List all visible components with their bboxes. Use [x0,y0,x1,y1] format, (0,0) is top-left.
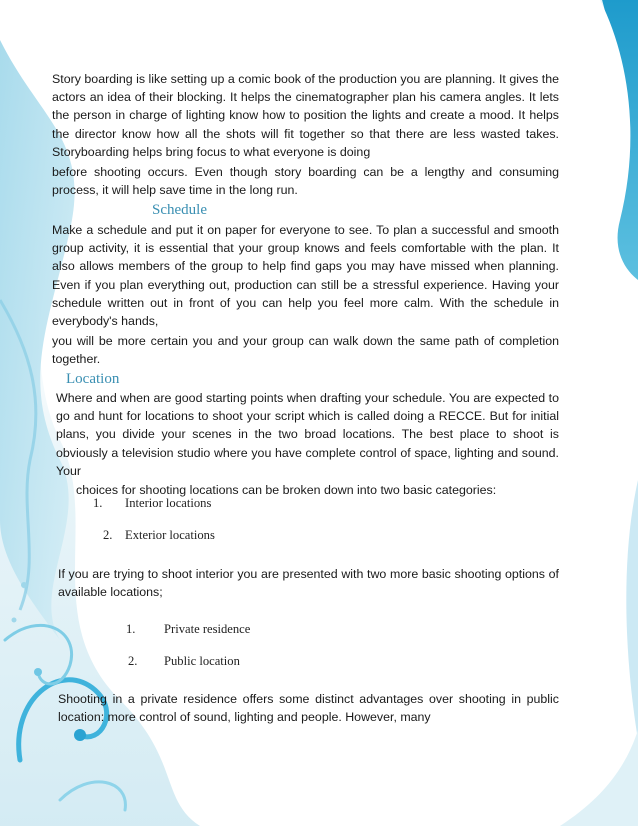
location-paragraph-2: choices for shooting locations can be broken down into two basic categories: [76,483,497,497]
schedule-paragraph-2: you will be more certain you and your group can walk down the same path of completion together. [52,334,559,367]
category-item-2 [103,528,215,543]
option-item-2 [128,654,240,669]
option-item-1 [126,622,250,637]
storyboard-paragraph-1: Story boarding is like setting up a comic book of the production you are planning. It gives the actors an idea of their blocking. It helps the cinematographer plan his camera angles. It lets the person in charge of lighting know how to position the lights and create a mood. It helps the director know how all the shots will fit together so that there are less wasted takes. Storyboarding helps bring focus to what everyone is doing [52,72,559,159]
schedule-heading: Schedule [152,202,207,218]
location-paragraph-1: Where and when are good starting points when drafting your schedule. You are expected to go and hunt for locations to shoot your script which is called doing a RECCE. But for initial plans, you divide your scenes in the two broad locations. The best place to shoot is obviously a television studio where you have complete control of space, lighting and sound. Your [56,391,559,478]
option-item-label: Private residence [164,622,251,636]
category-item-number: 2. [103,528,113,542]
option-item-label: Public location [164,654,240,668]
category-item-1 [93,496,211,511]
location-paragraph-3: If you are trying to shoot interior you are presented with two more basic shooting options of available locations; [58,567,559,600]
schedule-paragraph-1: Make a schedule and put it on paper for everyone to see. To plan a successful and smooth group activity, it is essential that your group knows and feels comfortable with the plan. It also allows members of the group to help find gaps you may have missed when planning. Even if you plan everything out, production can still be a stressful experience. Having your schedule written out in front of you can help you feel more calm. With the schedule in everybody's hands, [52,223,559,329]
option-item-number: 2. [128,654,138,668]
option-item-number: 1. [126,622,136,636]
location-heading: Location [66,371,120,387]
category-item-number: 1. [93,496,103,510]
category-item-label: Interior locations [125,496,212,510]
location-paragraph-4: Shooting in a private residence offers some distinct advantages over shooting in public location: more control of sound, lighting and people. However, many [58,692,559,725]
category-item-label: Exterior locations [125,528,215,542]
storyboard-paragraph-2: before shooting occurs. Even though story boarding can be a lengthy and consuming process, it will help save time in the long run. [52,165,559,198]
